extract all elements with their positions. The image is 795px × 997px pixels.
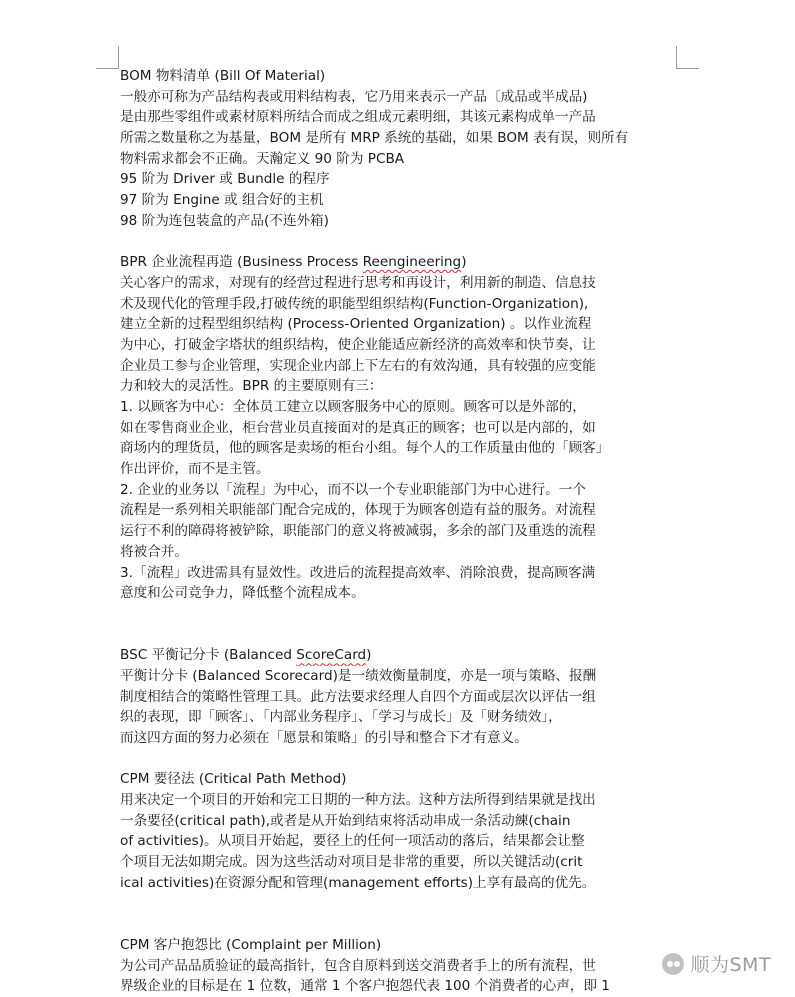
spellcheck-underline: Reengineering bbox=[362, 254, 462, 271]
paragraph-line: 2. 企业的业务以「流程」为中心，而不以一个专业职能部门为中心进行。一个 bbox=[120, 481, 586, 498]
paragraph-line: 界级企业的目标是在 1 位数，通常 1 个客户抱怨代表 100 个消费者的心声，即 1 bbox=[120, 978, 610, 995]
paragraph-line: 为公司产品品质验证的最高指针，包含自原料到送交消费者手上的所有流程，世 bbox=[120, 957, 596, 974]
wechat-icon bbox=[662, 953, 684, 975]
paragraph-line: 物料需求都会不正确。天瀚定义 90 阶为 PCBA bbox=[120, 150, 405, 167]
section-bom bbox=[120, 66, 680, 232]
paragraph-line: 如在零售商业企业，柜台营业员直接面对的是真正的顾客；也可以是内部的，如 bbox=[120, 419, 596, 436]
section-heading: BPR 企业流程再造 (Business Process Reengineering) bbox=[120, 254, 467, 271]
section-bpr bbox=[120, 252, 680, 604]
paragraph-line: 95 阶为 Driver 或 Bundle 的程序 bbox=[120, 171, 330, 188]
section-bsc bbox=[120, 645, 680, 748]
paragraph-line: 3.「流程」改进需具有显效性。改进后的流程提高效率、消除浪费，提高顾客满 bbox=[120, 564, 596, 581]
paragraph-line: 将被合并。 bbox=[120, 543, 188, 560]
watermark-text: 顺为SMT bbox=[690, 954, 771, 976]
paragraph-line: 作出评价，而不是主管。 bbox=[120, 461, 270, 478]
section-heading: BSC 平衡记分卡 (Balanced ScoreCard) bbox=[120, 647, 372, 664]
paragraph-line: 关心客户的需求，对现有的经营过程进行思考和再设计，利用新的制造、信息技 bbox=[120, 274, 596, 291]
paragraph-line: 一般亦可称为产品结构表或用料结构表，它乃用来表示一产品〔成品或半成品) bbox=[120, 88, 588, 105]
paragraph-line: 1. 以顾客为中心：全体员工建立以顾客服务中心的原则。顾客可以是外部的， bbox=[120, 399, 586, 415]
blank-line bbox=[120, 749, 680, 770]
paragraph-line: 为中心，打破金字塔状的组织结构，使企业能适应新经济的高效率和快节奏，让 bbox=[120, 336, 596, 353]
paragraph-line: 意度和公司竞争力，降低整个流程成本。 bbox=[120, 585, 365, 602]
paragraph-line: 企业员工参与企业管理，实现企业内部上下左右的有效沟通，具有较强的应变能 bbox=[120, 357, 596, 374]
page-corner-mark-top-left bbox=[96, 46, 119, 69]
paragraph-line: 一条要径(critical path),或者是从开始到结束将活动串成一条活动練(chain bbox=[120, 812, 571, 829]
section-heading: CPM 客户抱怨比 (Complaint per Million) bbox=[120, 936, 382, 953]
paragraph-line: 用来决定一个项目的开始和完工日期的一种方法。这种方法所得到结果就是找出 bbox=[120, 792, 596, 809]
paragraph-line: 97 阶为 Engine 或 组合好的主机 bbox=[120, 192, 324, 209]
paragraph-line: 而这四方面的努力必须在「愿景和策略」的引导和整合下才有意义。 bbox=[120, 730, 528, 747]
paragraph-line: 流程是一系列相关职能部门配合完成的，体现于为顾客创造有益的服务。对流程 bbox=[120, 502, 596, 519]
paragraph-line: 是由那些零组件或素材原料所结合而成之组成元素明细，其该元素构成单一产品 bbox=[120, 109, 596, 126]
paragraph-line: 术及现代化的管理手段,打破传统的职能型组织结构(Function-Organization), bbox=[120, 295, 589, 312]
paragraph-line: 建立全新的过程型组织结构 (Process-Oriented Organization) 。以作业流程 bbox=[120, 316, 592, 333]
blank-line bbox=[120, 894, 680, 935]
blank-line bbox=[120, 604, 680, 645]
blank-line bbox=[120, 232, 680, 253]
document-body bbox=[120, 66, 680, 997]
paragraph-line: 所需之数量称之为基量，BOM 是所有 MRP 系统的基础，如果 BOM 表有误，则所有 bbox=[120, 130, 629, 147]
paragraph-line: 个项目无法如期完成。因为这些活动对项目是非常的重要，所以关键活动(crit bbox=[120, 854, 583, 871]
section-heading: BOM 物料清单 (Bill Of Material) bbox=[120, 68, 326, 84]
paragraph-line: 织的表现，即「顾客」、「内部业务程序」、「学习与成长」及「财务绩效」， bbox=[120, 709, 562, 726]
section-cpm-complaint bbox=[120, 935, 680, 997]
paragraph-line: 平衡计分卡 (Balanced Scorecard)是一绩效衡量制度，亦是一项与策略、报酬 bbox=[120, 667, 597, 684]
paragraph-line: of activities)。从项目开始起，要径上的任何一项活动的落后，结果都会让整 bbox=[120, 833, 585, 850]
watermark bbox=[662, 950, 771, 977]
paragraph-line: 力和较大的灵活性。BPR 的主要原则有三： bbox=[120, 378, 383, 395]
paragraph-line: 制度相结合的策略性管理工具。此方法要求经理人自四个方面或层次以评估一组 bbox=[120, 688, 596, 705]
paragraph-line: 运行不利的障碍将被铲除，职能部门的意义将被减弱，多余的部门及重迭的流程 bbox=[120, 523, 596, 540]
spellcheck-underline: ScoreCard bbox=[296, 647, 367, 664]
section-heading: CPM 要径法 (Critical Path Method) bbox=[120, 771, 347, 788]
paragraph-line: ical activities)在资源分配和管理(management efforts)上享有最高的优先。 bbox=[120, 874, 596, 891]
section-cpm-critical-path bbox=[120, 769, 680, 893]
paragraph-line: 98 阶为连包装盒的产品(不连外箱) bbox=[120, 212, 329, 229]
paragraph-line: 商场内的理货员，他的顾客是卖场的柜台小组。每个人的工作质量由他的「顾客」 bbox=[120, 440, 610, 457]
